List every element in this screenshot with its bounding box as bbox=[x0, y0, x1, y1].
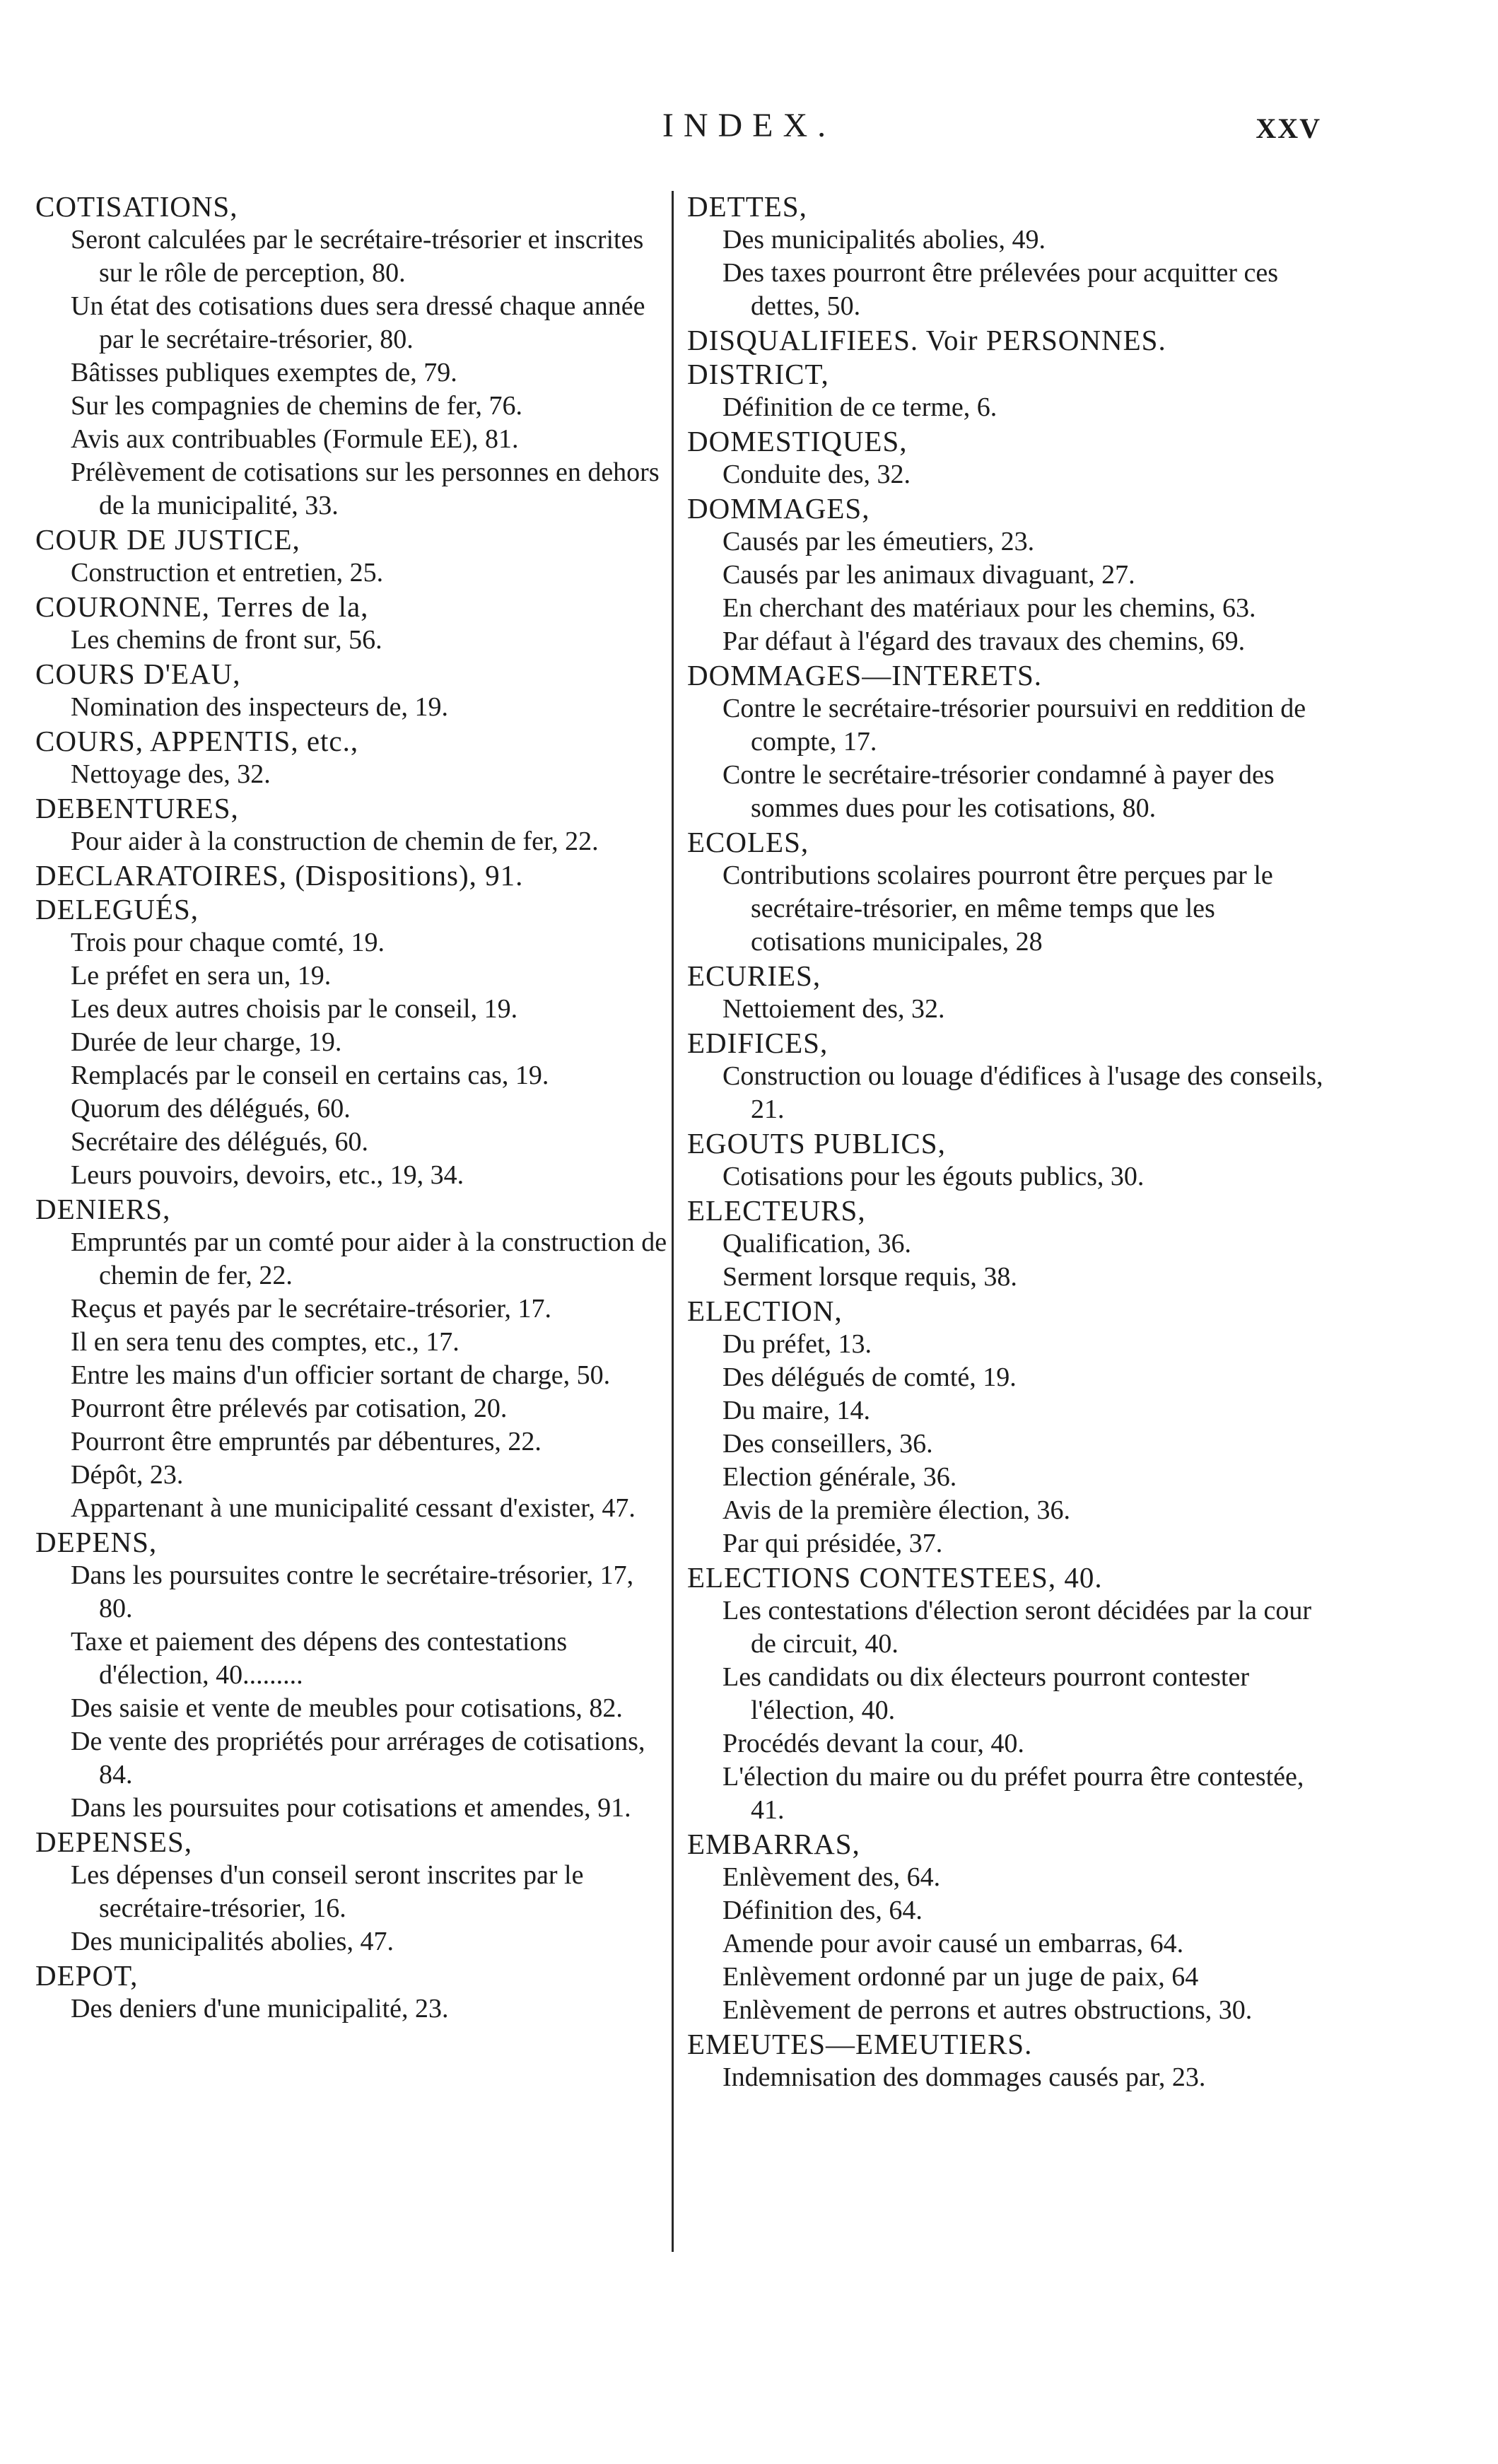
entry-heading: ELECTIONS CONTESTEES, 40. bbox=[687, 1561, 1103, 1594]
entry-subitem: Sur les compagnies de chemins de fer, 76. bbox=[71, 391, 523, 421]
entry-subitem: Dans les poursuites pour cotisations et amendes, 91. bbox=[71, 1793, 631, 1823]
entry-subitem: En cherchant des matériaux pour les chemins, 63. bbox=[722, 593, 1256, 623]
index-entry bbox=[35, 1525, 672, 1825]
entry-heading: EMBARRAS, bbox=[687, 1828, 860, 1860]
entry-heading: EMEUTES—EMEUTIERS. bbox=[687, 2028, 1033, 2060]
index-entry bbox=[687, 658, 1327, 825]
entry-subitem: Qualification, 36. bbox=[722, 1229, 911, 1259]
index-entry bbox=[35, 189, 672, 522]
entry-heading: COURS, APPENTIS, etc., bbox=[35, 725, 359, 757]
entry-subitem: Des municipalités abolies, 47. bbox=[71, 1927, 394, 1956]
entry-subitem: Pour aider à la construction de chemin de fer, 22. bbox=[71, 827, 599, 856]
entry-heading: DECLARATOIRES, (Dispositions), 91. bbox=[35, 859, 524, 892]
entry-subitem: Définition de ce terme, 6. bbox=[722, 392, 997, 422]
entry-subitem: Secrétaire des délégués, 60. bbox=[71, 1127, 368, 1157]
entry-heading: DOMMAGES—INTERETS. bbox=[687, 659, 1043, 691]
index-entry bbox=[687, 1193, 1327, 1294]
entry-subitem: Bâtisses publiques exemptes de, 79. bbox=[71, 358, 457, 387]
index-entry bbox=[687, 1026, 1327, 1126]
entry-heading: DENIERS, bbox=[35, 1193, 171, 1225]
entry-subitem: Amende pour avoir causé un embarras, 64. bbox=[722, 1929, 1184, 1958]
entry-subitem: Reçus et payés par le secrétaire-trésorier, 17. bbox=[71, 1294, 552, 1324]
index-entry bbox=[687, 491, 1327, 658]
entry-subitem: Empruntés par un comté pour aider à la construction de chemin de fer, 22. bbox=[71, 1227, 667, 1290]
entry-subitem: Construction ou louage d'édifices à l'usage des conseils, 21. bbox=[722, 1061, 1323, 1124]
entry-subitem: Remplacés par le conseil en certains cas, 19. bbox=[71, 1061, 549, 1090]
index-entry bbox=[687, 2027, 1327, 2094]
entry-subitem: Prélèvement de cotisations sur les personnes en dehors de la municipalité, 33. bbox=[71, 457, 660, 520]
entry-heading: EGOUTS PUBLICS, bbox=[687, 1127, 946, 1160]
entry-heading: COURONNE, Terres de la, bbox=[35, 590, 369, 623]
entry-heading: DEPENSES, bbox=[35, 1826, 193, 1858]
index-entry bbox=[687, 959, 1327, 1026]
entry-subitem: Du préfet, 13. bbox=[722, 1329, 872, 1359]
index-entry bbox=[35, 657, 672, 724]
entry-heading: ECURIES, bbox=[687, 959, 821, 992]
entry-subitem: Trois pour chaque comté, 19. bbox=[71, 928, 385, 957]
entry-subitem: Conduite des, 32. bbox=[722, 460, 911, 489]
entry-subitem: Par défaut à l'égard des travaux des chemins, 69. bbox=[722, 626, 1246, 656]
entry-subitem: Taxe et paiement des dépens des contestations d'élection, 40......... bbox=[71, 1627, 568, 1690]
entry-subitem: Des saisie et vente de meubles pour cotisations, 82. bbox=[71, 1693, 623, 1723]
index-entry bbox=[687, 323, 1327, 357]
index-entry bbox=[35, 858, 672, 892]
index-entry bbox=[35, 522, 672, 590]
index-entry bbox=[687, 825, 1327, 959]
entry-subitem: Avis aux contribuables (Formule EE), 81. bbox=[71, 424, 519, 454]
entry-subitem: Contre le secrétaire-trésorier poursuivi en reddition de compte, 17. bbox=[722, 694, 1306, 757]
entry-subitem: Causés par les émeutiers, 23. bbox=[722, 527, 1035, 556]
entry-subitem: Entre les mains d'un officier sortant de charge, 50. bbox=[71, 1360, 611, 1390]
index-entry bbox=[35, 724, 672, 791]
entry-subitem: Dans les poursuites contre le secrétaire-trésorier, 17, 80. bbox=[71, 1560, 634, 1623]
entry-heading: DOMESTIQUES, bbox=[687, 425, 908, 457]
entry-subitem: Nettoyage des, 32. bbox=[71, 759, 271, 789]
entry-subitem: Des deniers d'une municipalité, 23. bbox=[71, 1994, 449, 2024]
entry-subitem: Les candidats ou dix électeurs pourront contester l'élection, 40. bbox=[722, 1662, 1249, 1725]
index-entry bbox=[687, 1827, 1327, 2027]
entry-subitem: Les dépenses d'un conseil seront inscrites par le secrétaire-trésorier, 16. bbox=[71, 1860, 584, 1923]
entry-subitem: Contributions scolaires pourront être perçues par le secrétaire-trésorier, en même temps que les cotisations municipales, 28 bbox=[722, 860, 1273, 957]
entry-heading: COUR DE JUSTICE, bbox=[35, 523, 300, 556]
entry-subitem: De vente des propriétés pour arrérages de cotisations, 84. bbox=[71, 1727, 645, 1789]
right-column bbox=[687, 189, 1327, 2094]
page-number: XXV bbox=[1256, 112, 1321, 144]
entry-subitem: Construction et entretien, 25. bbox=[71, 558, 384, 588]
entry-heading: ELECTION, bbox=[687, 1295, 843, 1327]
entry-subitem: Les deux autres choisis par le conseil, 19. bbox=[71, 994, 518, 1024]
entry-subitem: Procédés devant la cour, 40. bbox=[722, 1729, 1024, 1758]
entry-heading: DELEGUÉS, bbox=[35, 893, 199, 926]
entry-subitem: Enlèvement des, 64. bbox=[722, 1862, 941, 1892]
index-entry bbox=[687, 424, 1327, 491]
entry-subitem: Enlèvement ordonné par un juge de paix, 64 bbox=[722, 1962, 1199, 1992]
entry-subitem: Causés par les animaux divaguant, 27. bbox=[722, 560, 1135, 590]
entry-heading: ELECTEURS, bbox=[687, 1194, 866, 1227]
index-entry bbox=[687, 1126, 1327, 1193]
entry-subitem: Pourront être empruntés par débentures, 22. bbox=[71, 1427, 542, 1456]
entry-subitem: Contre le secrétaire-trésorier condamné à payer des sommes dues pour les cotisations, 80. bbox=[722, 760, 1275, 823]
entry-subitem: Seront calculées par le secrétaire-trésorier et inscrites sur le rôle de perception, 80. bbox=[71, 225, 644, 288]
index-entry bbox=[35, 791, 672, 858]
entry-subitem: Nettoiement des, 32. bbox=[722, 994, 945, 1024]
entry-heading: COTISATIONS, bbox=[35, 190, 238, 223]
index-entry bbox=[35, 1958, 672, 2026]
entry-heading: DEBENTURES, bbox=[35, 792, 239, 824]
index-entry bbox=[35, 1192, 672, 1525]
entry-subitem: Il en sera tenu des comptes, etc., 17. bbox=[71, 1327, 460, 1357]
entry-heading: DISTRICT, bbox=[687, 358, 829, 390]
entry-subitem: Durée de leur charge, 19. bbox=[71, 1027, 342, 1057]
left-column bbox=[35, 189, 672, 2026]
entry-subitem: Des municipalités abolies, 49. bbox=[722, 225, 1046, 255]
entry-subitem: Appartenant à une municipalité cessant d'exister, 47. bbox=[71, 1493, 636, 1523]
index-entry bbox=[687, 357, 1327, 424]
entry-heading: DOMMAGES, bbox=[687, 492, 870, 525]
entry-subitem: Pourront être prélevés par cotisation, 20. bbox=[71, 1394, 508, 1423]
entry-subitem: Des délégués de comté, 19. bbox=[722, 1362, 1017, 1392]
index-entry bbox=[687, 189, 1327, 323]
entry-subitem: L'élection du maire ou du préfet pourra être contestée, 41. bbox=[722, 1762, 1304, 1825]
entry-subitem: Des conseillers, 36. bbox=[722, 1429, 933, 1459]
entry-heading: DISQUALIFIEES. Voir PERSONNES. bbox=[687, 324, 1166, 356]
index-entry bbox=[35, 1825, 672, 1958]
entry-subitem: Du maire, 14. bbox=[722, 1396, 870, 1425]
entry-subitem: Le préfet en sera un, 19. bbox=[71, 961, 332, 991]
entry-subitem: Enlèvement de perrons et autres obstructions, 30. bbox=[722, 1995, 1253, 2025]
entry-subitem: Les chemins de front sur, 56. bbox=[71, 625, 382, 655]
entry-subitem: Définition des, 64. bbox=[722, 1896, 923, 1925]
entry-subitem: Quorum des délégués, 60. bbox=[71, 1094, 351, 1123]
index-entry bbox=[687, 1294, 1327, 1560]
entry-subitem: Par qui présidée, 37. bbox=[722, 1529, 943, 1558]
entry-subitem: Leurs pouvoirs, devoirs, etc., 19, 34. bbox=[71, 1160, 464, 1190]
entry-subitem: Cotisations pour les égouts publics, 30. bbox=[722, 1162, 1145, 1191]
entry-subitem: Un état des cotisations dues sera dressé chaque année par le secrétaire-trésorier, 80. bbox=[71, 291, 645, 354]
entry-heading: EDIFICES, bbox=[687, 1027, 829, 1059]
entry-heading: COURS D'EAU, bbox=[35, 658, 241, 690]
entry-heading: ECOLES, bbox=[687, 826, 809, 858]
entry-subitem: Avis de la première élection, 36. bbox=[722, 1495, 1071, 1525]
entry-subitem: Des taxes pourront être prélevées pour acquitter ces dettes, 50. bbox=[722, 258, 1279, 321]
page-title: INDEX. bbox=[662, 107, 836, 144]
entry-subitem: Les contestations d'élection seront décidées par la cour de circuit, 40. bbox=[722, 1596, 1312, 1659]
index-entry bbox=[35, 892, 672, 1192]
entry-heading: DEPENS, bbox=[35, 1526, 158, 1558]
index-entry bbox=[35, 590, 672, 657]
entry-heading: DETTES, bbox=[687, 190, 807, 223]
entry-heading: DEPOT, bbox=[35, 1959, 139, 1992]
entry-subitem: Serment lorsque requis, 38. bbox=[722, 1262, 1017, 1292]
index-entry bbox=[687, 1560, 1327, 1827]
entry-subitem: Dépôt, 23. bbox=[71, 1460, 184, 1490]
entry-subitem: Election générale, 36. bbox=[722, 1462, 957, 1492]
column-divider bbox=[672, 191, 674, 2252]
entry-subitem: Nomination des inspecteurs de, 19. bbox=[71, 692, 449, 722]
entry-subitem: Indemnisation des dommages causés par, 23. bbox=[722, 2062, 1206, 2092]
